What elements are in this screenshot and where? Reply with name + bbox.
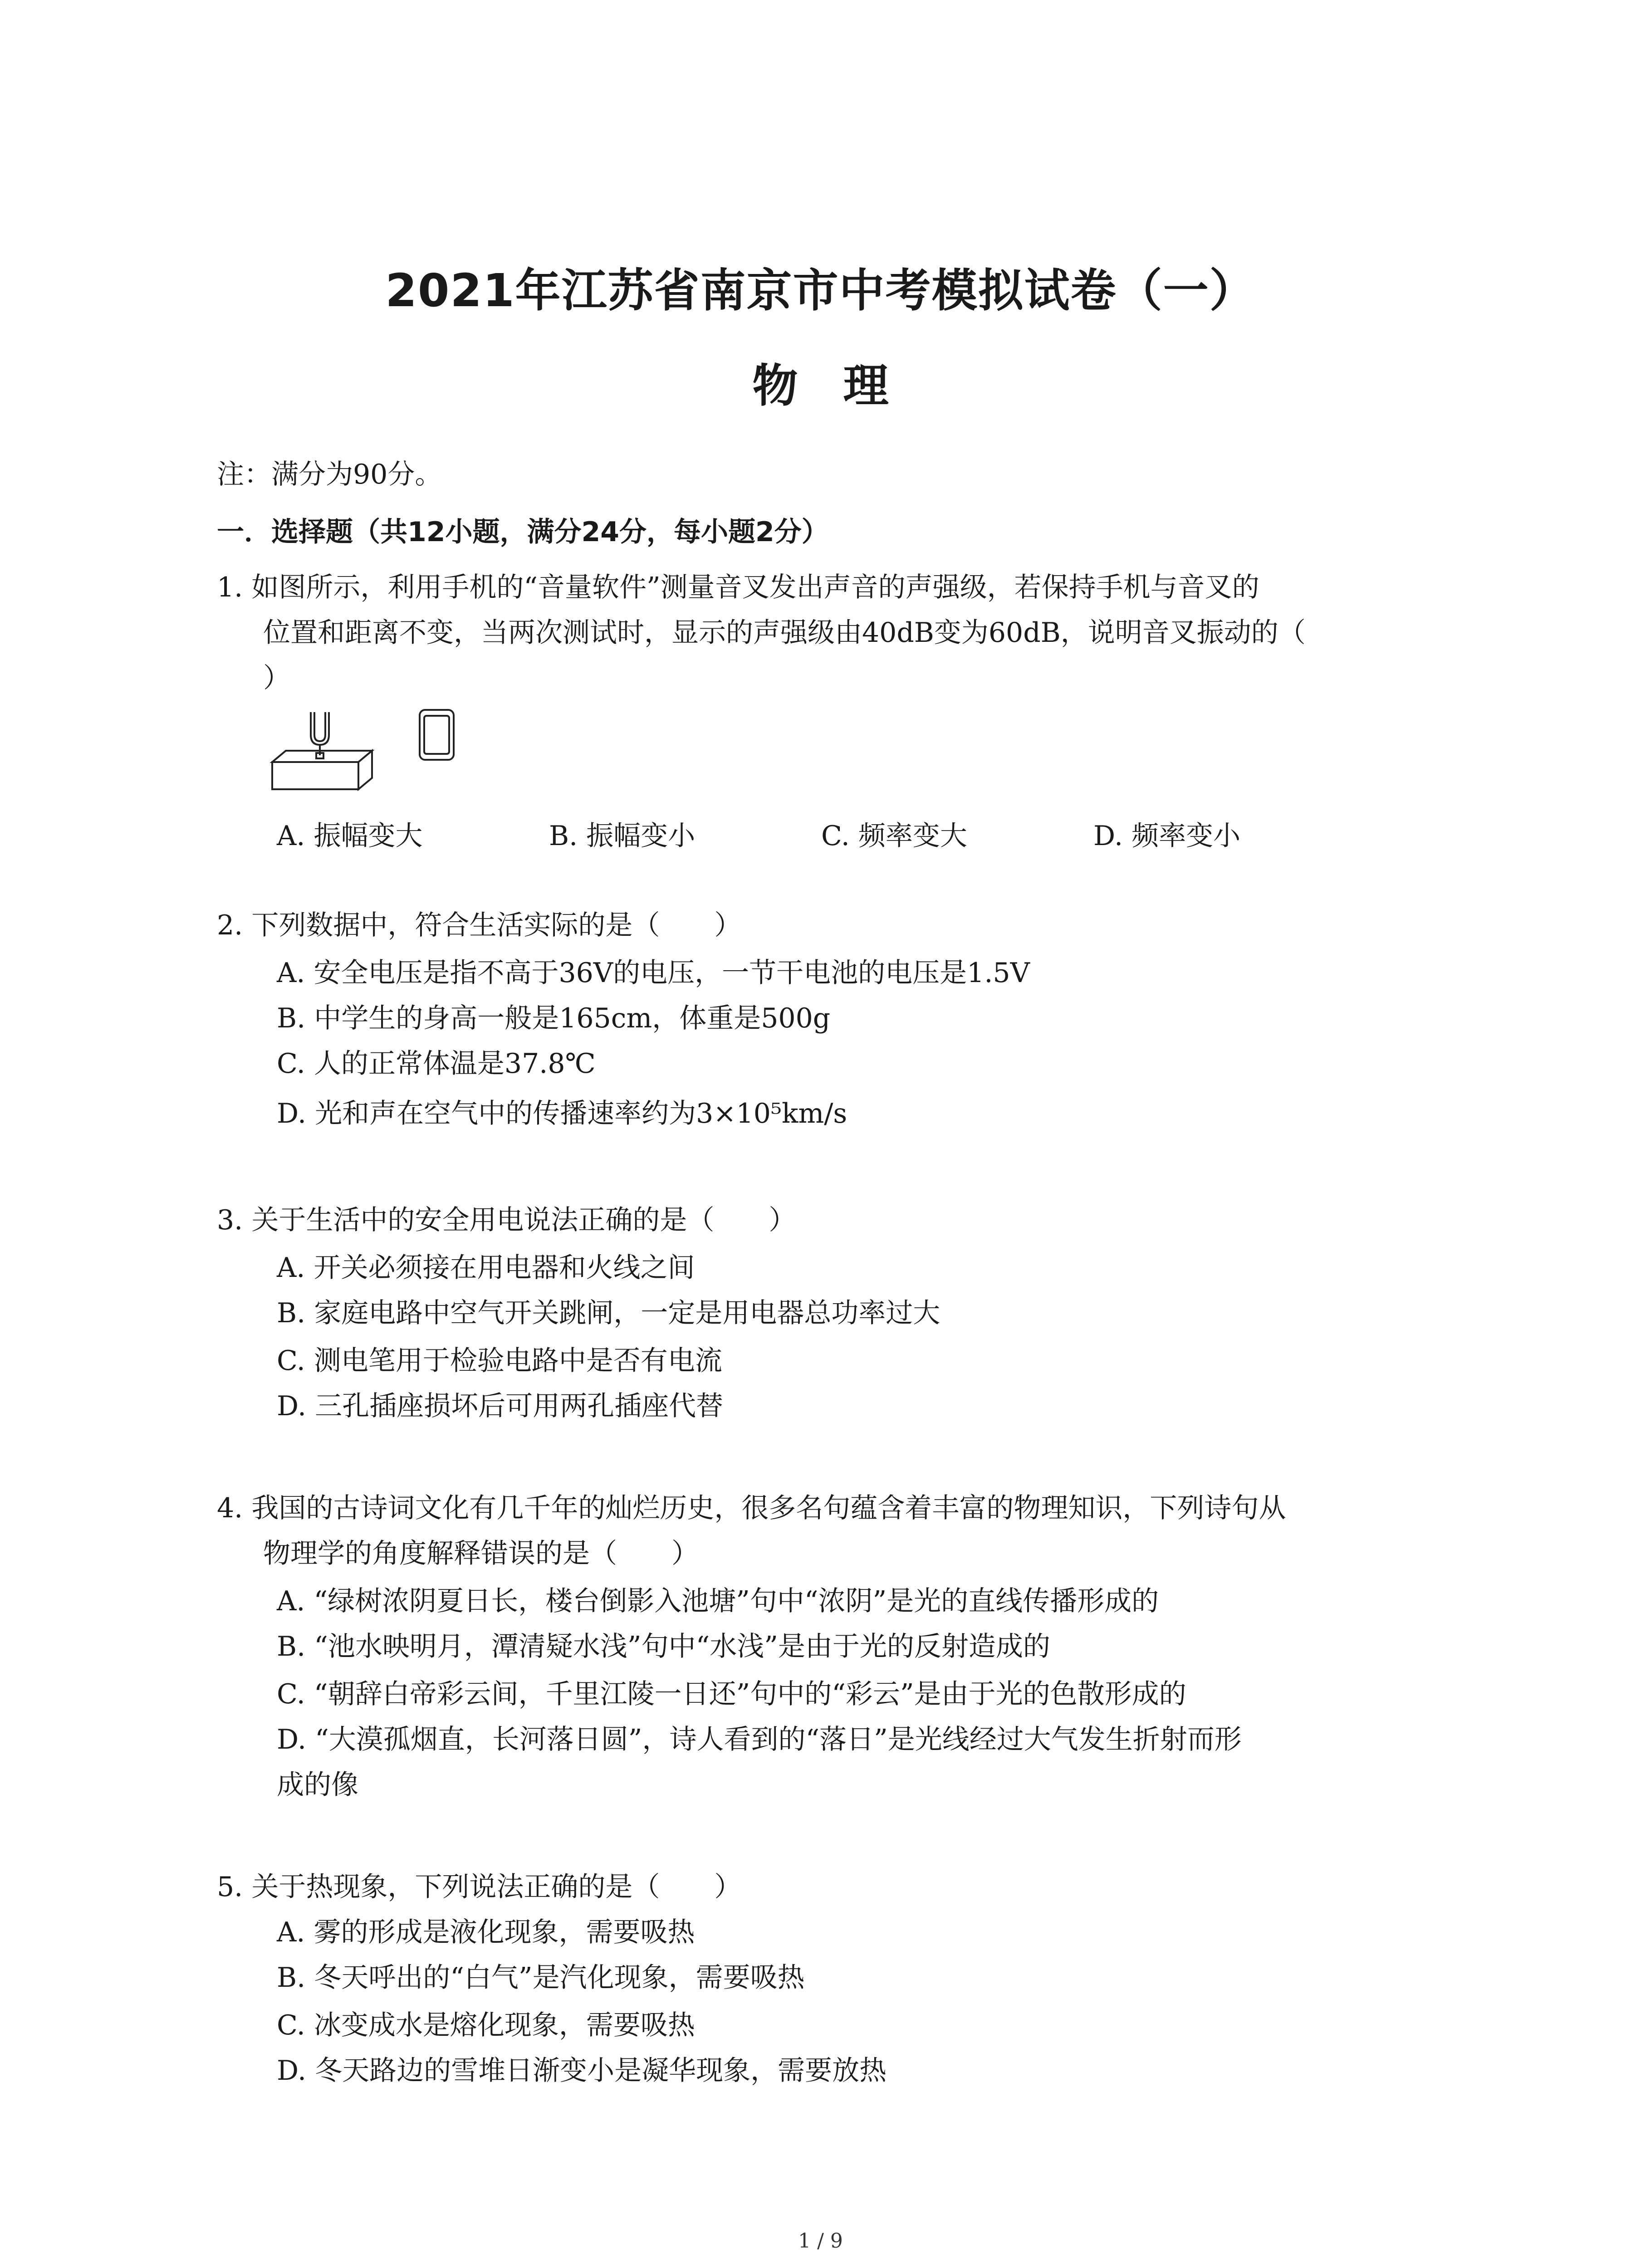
question-3-option-a: A. 开关必须接在用电器和火线之间 (277, 1252, 695, 1284)
question-3-option-b: B. 家庭电路中空气开关跳闸，一定是用电器总功率过大 (277, 1297, 941, 1329)
tuning-fork-and-phone-figure (268, 708, 472, 803)
question-5-option-b: B. 冬天呼出的“白气”是汽化现象，需要吸热 (277, 1962, 805, 1994)
page-number: 1 / 9 (798, 2229, 843, 2253)
question-1-line-3: ） (263, 662, 290, 694)
question-5-line-1: 5. 关于热现象，下列说法正确的是（ ） (217, 1871, 742, 1903)
question-2-option-d: D. 光和声在空气中的传播速率约为3×10⁵km/s (277, 1098, 847, 1129)
question-1-option-c: C. 频率变大 (821, 820, 967, 852)
question-4-option-a: A. “绿树浓阴夏日长，楼台倒影入池塘”句中“浓阴”是光的直线传播形成的 (277, 1585, 1159, 1617)
question-4-line-2: 物理学的角度解释错误的是（ ） (263, 1538, 699, 1569)
exam-subject: 物理 (752, 359, 934, 412)
question-3-option-c: C. 测电笔用于检验电路中是否有电流 (277, 1345, 722, 1377)
score-note: 注：满分为90分。 (217, 459, 442, 490)
question-4-option-c: C. “朝辞白帝彩云间，千里江陵一日还”句中的“彩云”是由于光的色散形成的 (277, 1678, 1186, 1710)
question-2-line-1: 2. 下列数据中，符合生活实际的是（ ） (217, 909, 742, 941)
question-4-option-b: B. “池水映明月，潭清疑水浅”句中“水浅”是由于光的反射造成的 (277, 1631, 1050, 1662)
question-2-option-b: B. 中学生的身高一般是165cm，体重是500g (277, 1002, 831, 1034)
question-1-line-1: 1. 如图所示，利用手机的“音量软件”测量音叉发出声音的声强级，若保持手机与音叉的 (217, 572, 1259, 603)
question-2-option-a: A. 安全电压是指不高于36V的电压，一节干电池的电压是1.5V (277, 957, 1030, 989)
question-3-line-1: 3. 关于生活中的安全用电说法正确的是（ ） (217, 1204, 796, 1236)
question-5-option-c: C. 冰变成水是熔化现象，需要吸热 (277, 2009, 695, 2041)
exam-title: 2021年江苏省南京市中考模拟试卷（一） (385, 264, 1256, 317)
resonator-box-shape (272, 751, 372, 789)
section-heading: 一．选择题（共12小题，满分24分，每小题2分） (217, 516, 829, 548)
question-4-option-d-cont: 成的像 (277, 1769, 358, 1801)
question-1-option-d: D. 频率变小 (1093, 820, 1241, 852)
question-5-option-d: D. 冬天路边的雪堆日渐变小是凝华现象，需要放热 (277, 2055, 887, 2087)
question-2-option-c: C. 人的正常体温是37.8℃ (277, 1048, 596, 1080)
question-1-line-2: 位置和距离不变，当两次测试时，显示的声强级由40dB变为60dB，说明音叉振动的（ (263, 617, 1306, 649)
phone-shape (420, 710, 454, 760)
question-5-option-a: A. 雾的形成是液化现象，需要吸热 (277, 1916, 695, 1948)
question-1-option-a: A. 振幅变大 (277, 820, 423, 852)
question-4-line-1: 4. 我国的古诗词文化有几千年的灿烂历史，很多名句蕴含着丰富的物理知识，下列诗句从 (217, 1492, 1286, 1524)
question-4-option-d: D. “大漠孤烟直，长河落日圆”，诗人看到的“落日”是光线经过大气发生折射而形 (277, 1724, 1242, 1755)
question-3-option-d: D. 三孔插座损坏后可用两孔插座代替 (277, 1390, 724, 1422)
question-1-option-b: B. 振幅变小 (549, 820, 696, 852)
